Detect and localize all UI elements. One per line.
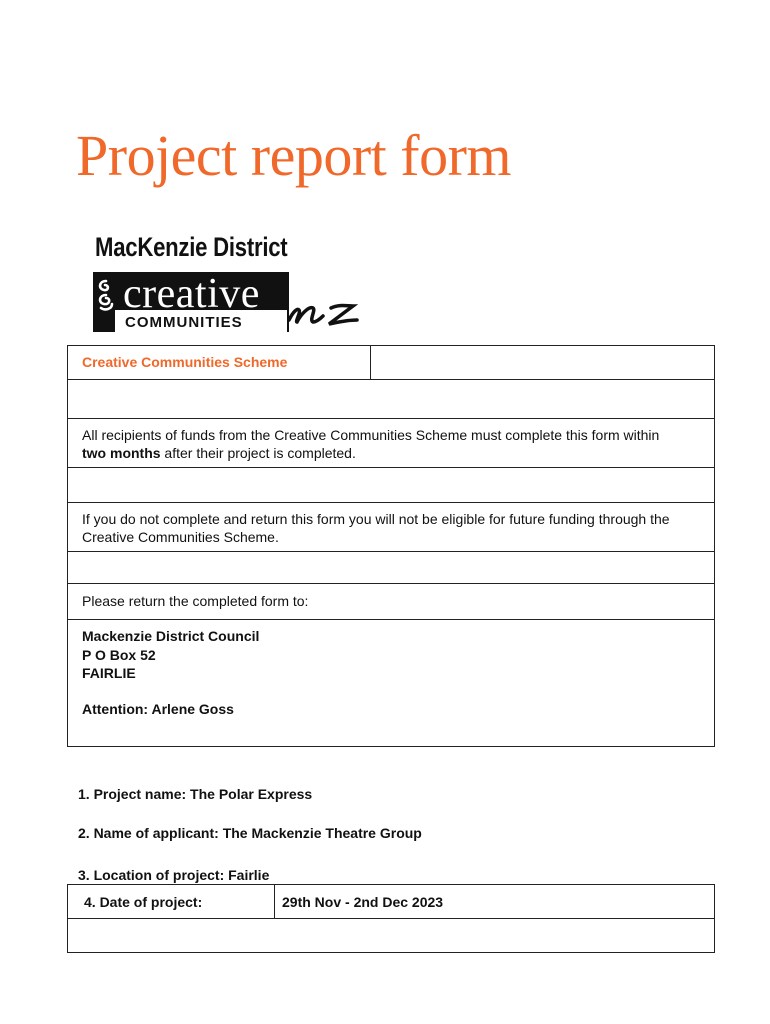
return-label: Please return the completed form to: <box>82 593 309 609</box>
spiral-icon <box>95 278 117 312</box>
scheme-heading-divider <box>370 346 371 380</box>
address-line-1: Mackenzie District Council <box>82 628 260 644</box>
spacer-row <box>68 380 714 419</box>
return-row <box>68 584 714 620</box>
spacer-row <box>68 552 714 584</box>
logo-creative-word: creative <box>123 271 260 317</box>
address-line-2: P O Box 52 <box>82 647 156 663</box>
spacer-row <box>68 468 714 503</box>
date-value: 29th Nov - 2nd Dec 2023 <box>282 894 444 910</box>
logo-district-text: MacKenzie District <box>95 232 288 262</box>
question-1: 1. Project name: The Polar Express <box>78 786 313 802</box>
intro-text-start: All recipients of funds from the Creative Communities Scheme must complete this form within <box>82 427 660 443</box>
date-label: 4. Date of project: <box>84 894 203 910</box>
address-attention: Attention: Arlene Goss <box>82 701 234 717</box>
scheme-heading: Creative Communities Scheme <box>82 354 288 370</box>
intro-text-end: after their project is completed. <box>160 445 356 461</box>
intro-text <box>82 426 682 462</box>
nz-script-mark <box>283 284 383 334</box>
date-divider <box>274 885 275 919</box>
page-title: Project report form <box>76 123 512 188</box>
question-3: 3. Location of project: Fairlie <box>78 867 270 883</box>
date-row <box>68 885 714 919</box>
question-2: 2. Name of applicant: The Mackenzie Theatre Group <box>78 825 422 841</box>
warning-row <box>68 503 714 552</box>
project-date-table <box>67 884 715 953</box>
creative-nz-logo <box>93 228 393 338</box>
logo-communities-word: COMMUNITIES <box>125 314 243 331</box>
scheme-info-table <box>67 345 715 747</box>
address-row <box>68 620 714 746</box>
intro-row <box>68 419 714 468</box>
date-spacer-row <box>68 919 714 952</box>
address-line-3: FAIRLIE <box>82 665 136 681</box>
intro-text-emphasis: two months <box>82 445 161 461</box>
scheme-heading-row <box>68 346 714 380</box>
warning-text: If you do not complete and return this form you will not be eligible for future funding through the Creative Communities Scheme. <box>82 511 670 545</box>
